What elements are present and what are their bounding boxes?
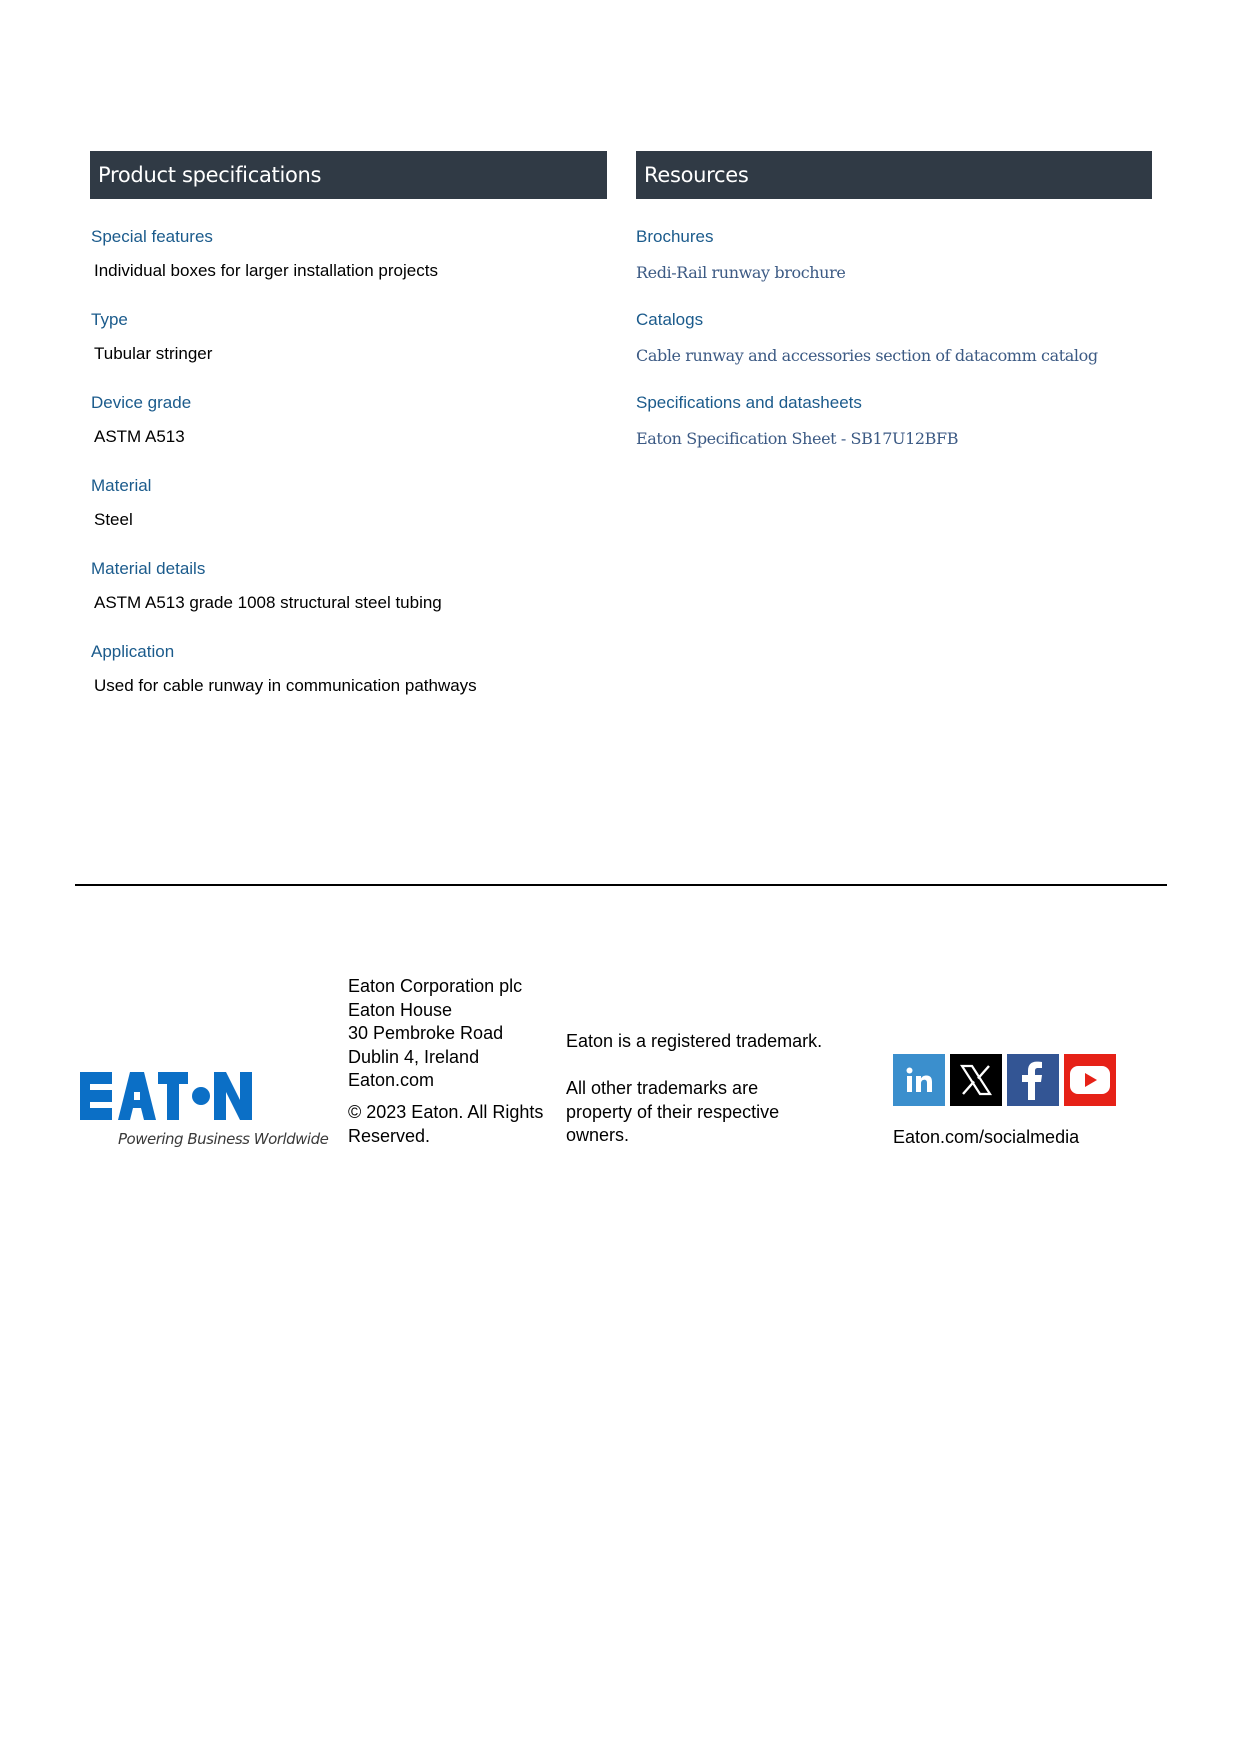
website-link[interactable]: Eaton.com [348, 1070, 435, 1090]
copyright-text: © 2023 Eaton. All Rights Reserved. [348, 1102, 544, 1146]
logo-tagline: Powering Business Worldwide [118, 1130, 329, 1148]
spec-value-special-features: Individual boxes for larger installation projects [94, 261, 438, 280]
x-icon[interactable] [950, 1054, 1002, 1106]
spec-value-application: Used for cable runway in communication pathways [94, 676, 477, 695]
resource-label-catalogs: Catalogs [636, 310, 704, 329]
spec-label-device-grade: Device grade [91, 393, 192, 412]
spec-value-device-grade: ASTM A513 [94, 427, 185, 446]
address-line: Eaton House [348, 999, 453, 1020]
eaton-wordmark [78, 1070, 254, 1122]
spec-value-material: Steel [94, 510, 133, 529]
social-media-link[interactable]: Eaton.com/socialmedia [893, 1127, 1080, 1147]
company-address [348, 975, 522, 1093]
trademark-text: Eaton is a registered trademark. [566, 1031, 823, 1051]
address-line: Eaton Corporation plc [348, 976, 523, 996]
facebook-icon[interactable] [1007, 1054, 1059, 1106]
spec-label-type: Type [91, 310, 128, 329]
resource-label-specifications: Specifications and datasheets [636, 393, 862, 412]
resource-link-spec-sheet[interactable]: Eaton Specification Sheet - SB17U12BFB [636, 429, 959, 448]
linkedin-icon[interactable] [893, 1054, 945, 1106]
spec-label-application: Application [91, 642, 175, 661]
product-specifications-header: Product specifications [90, 151, 607, 199]
footer-divider [75, 884, 1167, 886]
resources-header: Resources [636, 151, 1152, 199]
resource-label-brochures: Brochures [636, 227, 714, 246]
spec-label-material: Material [91, 476, 152, 495]
eaton-logo [78, 1070, 329, 1152]
spec-label-material-details: Material details [91, 559, 206, 578]
other-trademarks-text: All other trademarks are property of their respective owners. [566, 1078, 780, 1145]
address-line: Dublin 4, Ireland [348, 1046, 480, 1067]
resource-link-catalog[interactable]: Cable runway and accessories section of datacomm catalog [636, 346, 1098, 365]
address-line: 30 Pembroke Road [348, 1023, 504, 1043]
resource-link-brochure[interactable]: Redi-Rail runway brochure [636, 263, 846, 282]
social-icons [893, 1054, 1116, 1106]
spec-value-type: Tubular stringer [94, 344, 213, 363]
youtube-icon[interactable] [1064, 1054, 1116, 1106]
spec-label-special-features: Special features [91, 227, 213, 246]
spec-value-material-details: ASTM A513 grade 1008 structural steel tubing [94, 593, 442, 612]
